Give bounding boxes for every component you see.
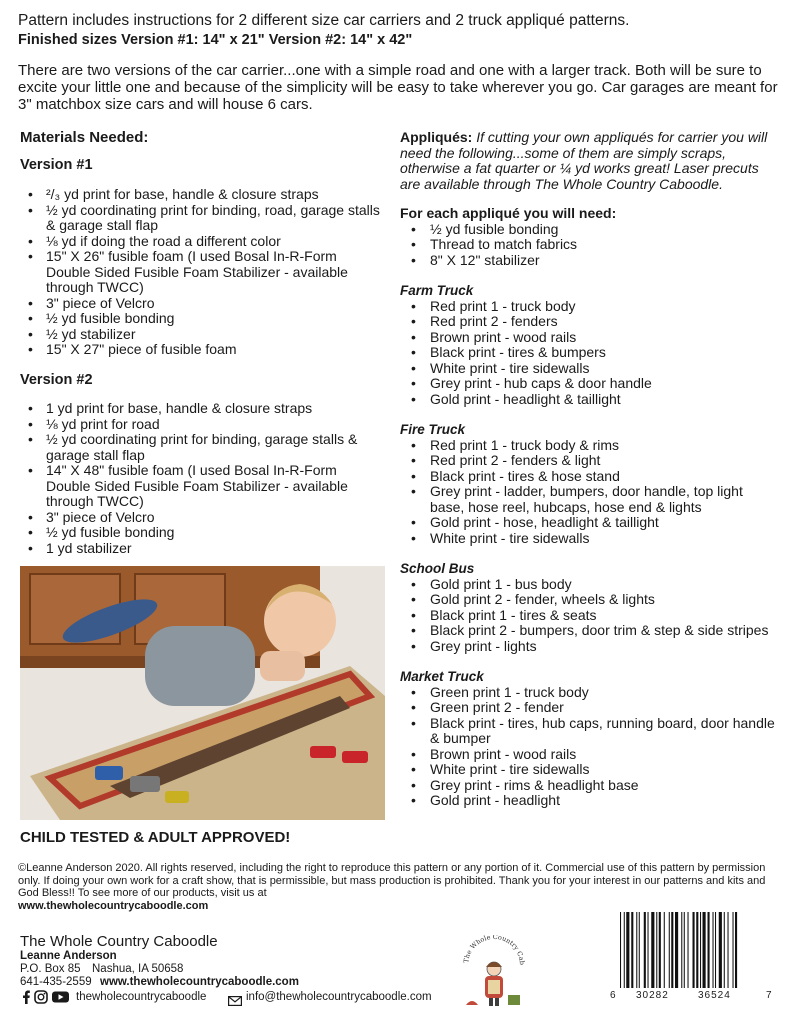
materials-heading: Materials Needed: — [20, 129, 149, 146]
list-item: • White print - tire sidewalls — [400, 762, 780, 778]
list-item: • Black print 1 - tires & seats — [400, 608, 780, 624]
list-item: • Grey print - rims & headlight base — [400, 778, 780, 794]
list-item: • Black print - tires & hose stand — [400, 469, 780, 485]
list-item: • ½ yd stabilizer — [20, 327, 382, 343]
truck-parts-list — [400, 299, 780, 408]
applique-text: If cutting your own appliqués for carrier you will need the following...some of them are simply scraps, otherwise a fat quarter or ¼ yd works great! Laser precuts are available through The Whole Country Caboodle. — [400, 129, 768, 192]
truck-lists — [400, 283, 780, 809]
list-item: • Red print 2 - fenders & light — [400, 453, 780, 469]
list-item: • Gold print 1 - bus body — [400, 577, 780, 593]
list-item: • 15" X 27" piece of fusible foam — [20, 342, 382, 358]
list-item: • Black print - tires & bumpers — [400, 345, 780, 361]
truck-heading: Market Truck — [400, 669, 484, 684]
email-icon — [228, 993, 242, 1003]
list-item: • Grey print - lights — [400, 639, 780, 655]
barcode-bars — [606, 910, 781, 1005]
version1-list — [20, 187, 382, 358]
company-person: Leanne Anderson — [20, 950, 117, 962]
intro-paragraph: There are two versions of the car carrier...one with a simple road and one with a larger track. Both will be sure to excite your little one and because of the simplicity will be easy to take wherever you go. Car garages are meant for 3" matchbox size cars and will house 6 cars. — [18, 62, 778, 113]
list-item: • 1 yd stabilizer — [20, 541, 382, 557]
list-item: • Black print - tires, hub caps, running board, door handle & bumper — [400, 716, 780, 747]
copyright-notice — [18, 862, 778, 912]
truck-heading: School Bus — [400, 561, 475, 576]
applique-intro — [400, 130, 780, 192]
list-item: • Thread to match fabrics — [400, 237, 780, 253]
materials-section — [20, 130, 382, 556]
version2-list — [20, 401, 382, 556]
list-item: • Red print 1 - truck body — [400, 299, 780, 315]
barcode-digit-last: 7 — [766, 990, 772, 1001]
list-item: • Red print 2 - fenders — [400, 314, 780, 330]
company-po-box: P.O. Box 85 — [20, 963, 81, 975]
barcode-group-right: 36524 — [698, 990, 731, 1001]
list-item: • Black print 2 - bumpers, door trim & step & side stripes — [400, 623, 780, 639]
version2-heading: Version #2 — [20, 371, 93, 388]
copyright-url[interactable]: www.thewholecountrycaboodle.com — [18, 899, 209, 912]
copyright-text: ©Leanne Anderson 2020. All rights reserved, including the right to reproduce this pattern or any portion of it. Commercial use of this pattern by permission only. If doing your own work for a craft show, that is permissible, but mass production is prohibited. Thank you for your interest in our patterns and kits and God Bless!! To see more of our products, visit us at — [18, 862, 766, 899]
list-item: • ²/₃ yd print for base, handle & closure straps — [20, 187, 382, 203]
svg-text:The Whole Country Caboodle: The Whole Country Cab — [462, 935, 527, 966]
finished-sizes: Finished sizes Version #1: 14" x 21" Version #2: 14" x 42" — [18, 32, 413, 48]
list-item: • ½ yd fusible bonding — [400, 222, 780, 238]
social-icons — [20, 990, 80, 1004]
list-item: • ½ yd fusible bonding — [20, 525, 382, 541]
barcode-group-left: 30282 — [636, 990, 669, 1001]
child-photo — [20, 566, 385, 820]
company-phone: 641-435-2559 — [20, 976, 92, 988]
list-item: • 14" X 48" fusible foam (I used Bosal In-R-Form Double Sided Fusible Foam Stabilizer - available through TWCC) — [20, 463, 382, 510]
list-item: • Red print 1 - truck body & rims — [400, 438, 780, 454]
company-email[interactable]: info@thewholecountrycaboodle.com — [246, 991, 432, 1003]
list-item: • Green print 2 - fender — [400, 700, 780, 716]
list-item: • Grey print - ladder, bumpers, door handle, top light base, hose reel, hubcaps, hose end & lights — [400, 484, 780, 515]
list-item: • ½ yd fusible bonding — [20, 311, 382, 327]
version1-heading: Version #1 — [20, 156, 93, 173]
list-item: • Gold print - headlight — [400, 793, 780, 809]
truck-parts-list — [400, 577, 780, 655]
list-item: • ½ yd coordinating print for binding, road, garage stalls & garage stall flap — [20, 203, 382, 234]
list-item: • 15" X 26" fusible foam (I used Bosal In-R-Form Double Sided Fusible Foam Stabilizer - available through TWCC) — [20, 249, 382, 296]
truck-parts-list — [400, 438, 780, 547]
list-item: • ⅛ yd print for road — [20, 417, 382, 433]
barcode-digit-first: 6 — [610, 990, 616, 1001]
caboodle-logo — [458, 935, 530, 1013]
list-item: • 1 yd print for base, handle & closure straps — [20, 401, 382, 417]
each-applique-list — [400, 222, 780, 269]
list-item: • 3" piece of Velcro — [20, 510, 382, 526]
social-handle[interactable]: thewholecountrycaboodle — [76, 991, 207, 1003]
truck-parts-list — [400, 685, 780, 809]
company-name: The Whole Country Caboodle — [20, 933, 218, 950]
list-item: • 8" X 12" stabilizer — [400, 253, 780, 269]
each-applique-heading: For each appliqué you will need: — [400, 205, 617, 221]
list-item: • Green print 1 - truck body — [400, 685, 780, 701]
company-city: Nashua, IA 50658 — [92, 963, 184, 975]
list-item: • Gold print - hose, headlight & taillight — [400, 515, 780, 531]
list-item: • 3" piece of Velcro — [20, 296, 382, 312]
list-item: • Brown print - wood rails — [400, 330, 780, 346]
list-item: • Gold print 2 - fender, wheels & lights — [400, 592, 780, 608]
list-item: • Brown print - wood rails — [400, 747, 780, 763]
applique-section — [400, 130, 780, 809]
list-item: • Grey print - hub caps & door handle — [400, 376, 780, 392]
instagram-icon[interactable] — [35, 991, 47, 1003]
product-barcode — [606, 910, 781, 1005]
truck-heading: Fire Truck — [400, 422, 466, 437]
truck-heading: Farm Truck — [400, 283, 474, 298]
applique-label: Appliqués: — [400, 129, 473, 145]
facebook-icon[interactable] — [23, 991, 30, 1005]
company-website[interactable]: www.thewholecountrycaboodle.com — [100, 976, 299, 988]
list-item: • ⅛ yd if doing the road a different color — [20, 234, 382, 250]
list-item: • White print - tire sidewalls — [400, 531, 780, 547]
intro-line: Pattern includes instructions for 2 different size car carriers and 2 truck appliqué patterns. — [18, 12, 630, 29]
list-item: • White print - tire sidewalls — [400, 361, 780, 377]
list-item: • Gold print - headlight & taillight — [400, 392, 780, 408]
photo-caption: CHILD TESTED & ADULT APPROVED! — [20, 829, 291, 846]
youtube-icon[interactable] — [52, 992, 69, 1003]
list-item: • ½ yd coordinating print for binding, garage stalls & garage stall flap — [20, 432, 382, 463]
